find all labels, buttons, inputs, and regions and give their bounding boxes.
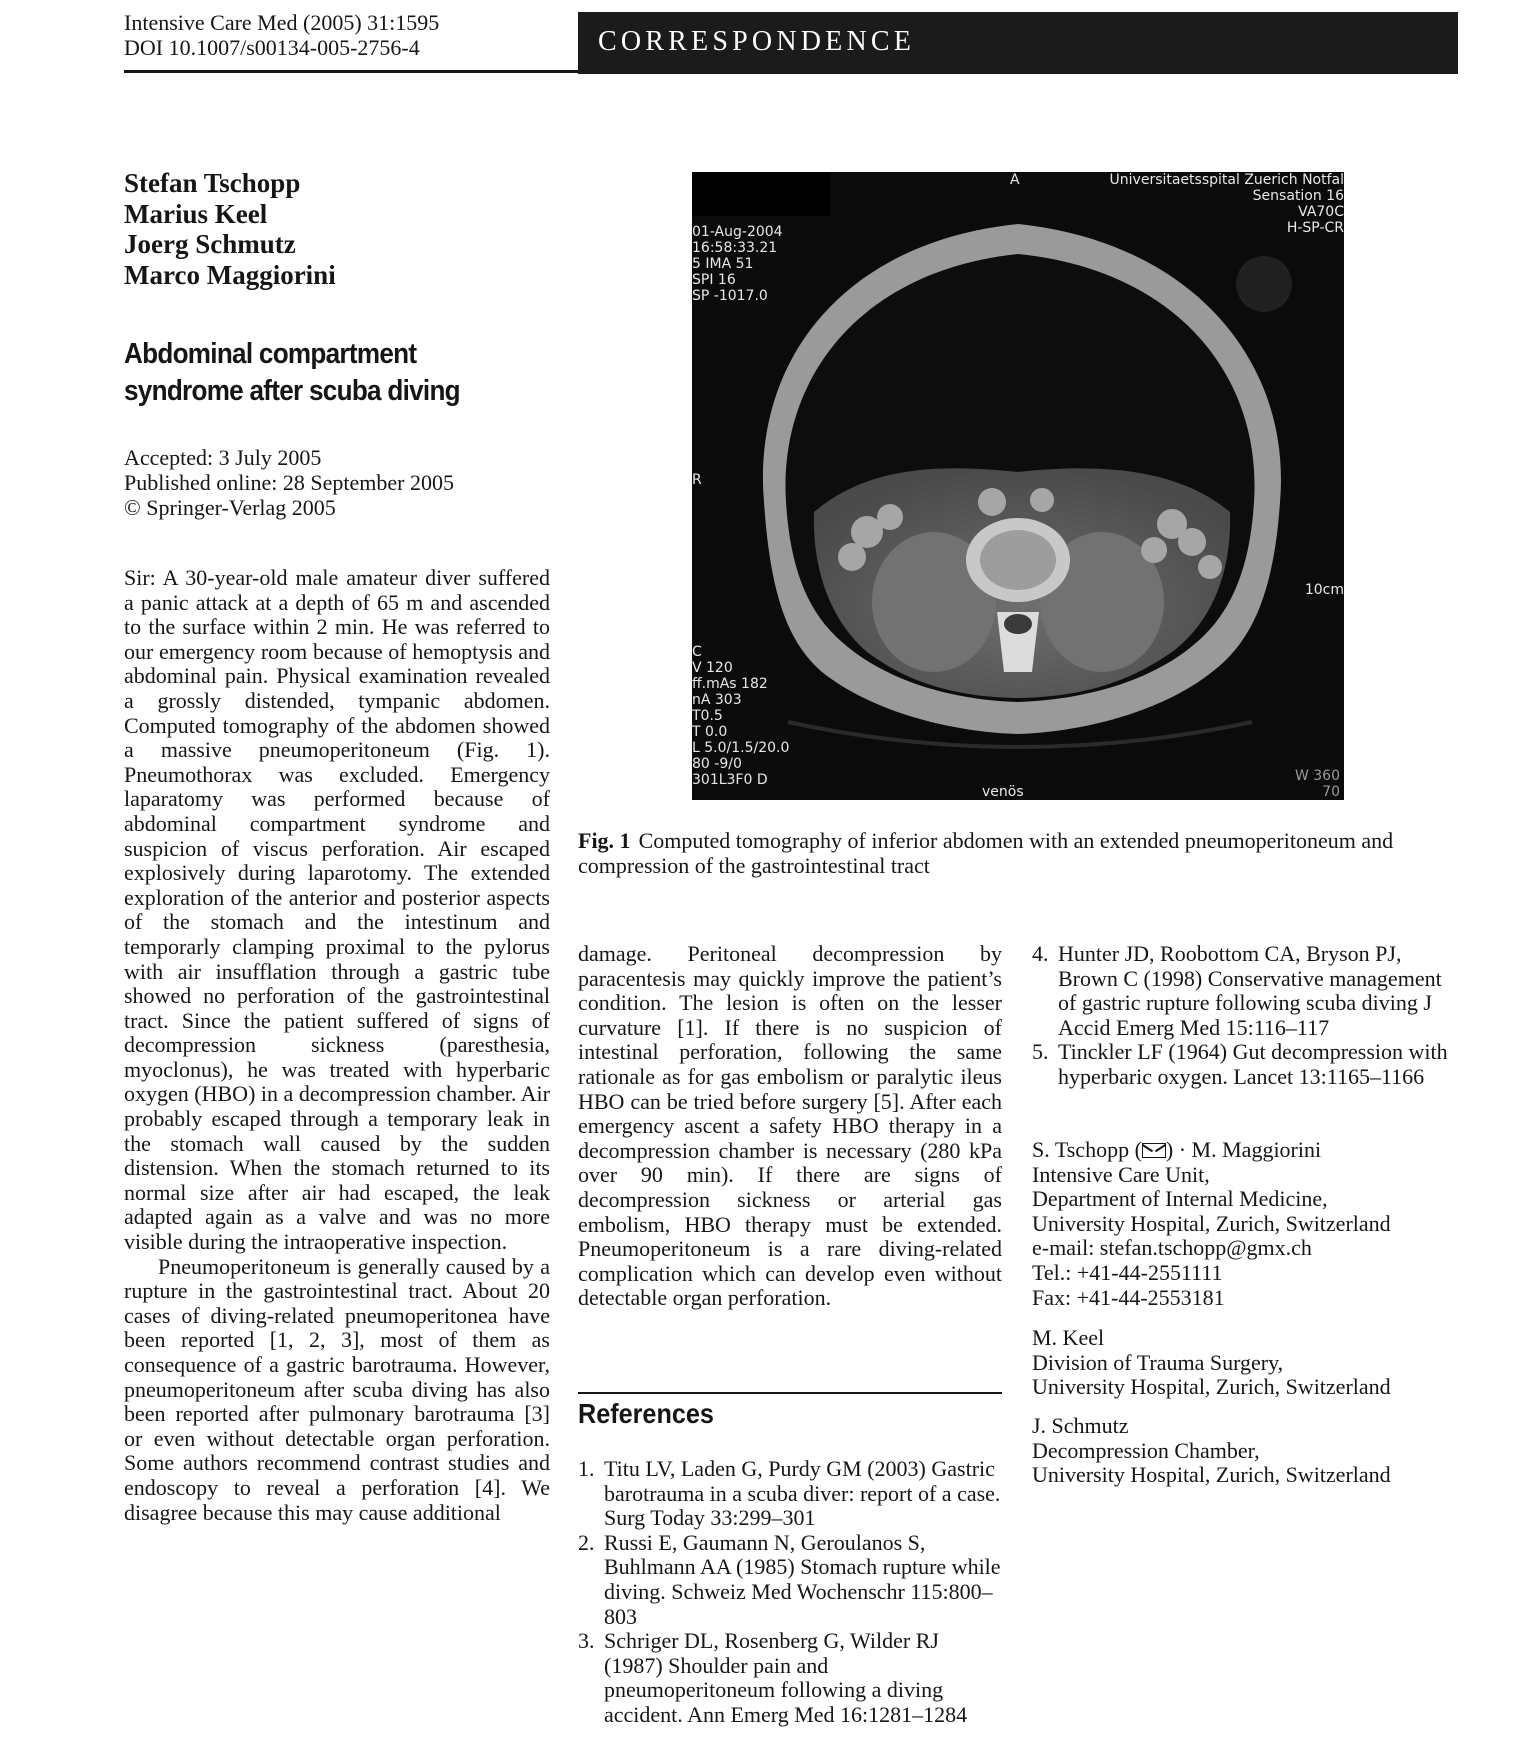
address-names: S. Tschopp ( ) · M. Maggiorini bbox=[1032, 1137, 1322, 1162]
reference-item bbox=[578, 1531, 1002, 1629]
ct-scan-image bbox=[692, 172, 1344, 800]
phone-line: Tel.: +41-44-2551111 bbox=[1032, 1259, 1223, 1285]
body-column-left bbox=[124, 566, 550, 1525]
reference-number: 1. bbox=[578, 1456, 595, 1481]
published-date: Published online: 28 September 2005 bbox=[124, 470, 454, 495]
body-paragraph: Sir: A 30-year-old male amateur diver suffered a panic attack at a depth of 65 m and ascended to the surface within 2 min. He was referred to our emergency room because of hemoptysis and abdominal pain. Physical examination revealed a grossly distended, tympanic abdomen. Computed tomography of the abdomen showed a massive pneumoperitoneum (Fig. 1). Pneumothorax was excluded. Emergency laparatomy was performed because of abdominal compartment syndrome and suspicion of viscus perforation. Air escaped explosively during laparotomy. The extended exploration of the anterior and posterior aspects of the stomach and the intestinum and temporarly clamping proximal to the pylorus with air insufflation through a gastric tube showed no perforation of the gastrointestinal tract. Since the patient suffered of signs of decompression sickness (paresthesia, myoclonus), he was treated with hyperbaric oxygen (HBO) in a decompression chamber. Air probably escaped through a temporary leak in the stomach wall caused by the sudden distension. When the stomach returned to its normal size after air had escaped, the leak adapted again as a valve and was no more visible during the intraoperative inspection. bbox=[124, 565, 550, 1255]
reference-item bbox=[578, 1629, 1002, 1727]
section-label: CORRESPONDENCE bbox=[598, 26, 916, 57]
author-name: Marco Maggiorini bbox=[124, 259, 336, 290]
address-line: Department of Internal Medicine, bbox=[1032, 1186, 1328, 1212]
copyright: © Springer-Verlag 2005 bbox=[124, 495, 336, 520]
reference-item bbox=[1032, 942, 1458, 1040]
reference-text: Schriger DL, Rosenberg G, Wilder RJ (1987) Shoulder pain and pneumoperitoneum following a diving accident. Ann Emerg Med 16:1281–1284 bbox=[604, 1628, 968, 1727]
address-schmutz bbox=[1032, 1414, 1391, 1488]
address-line: University Hospital, Zurich, Switzerland bbox=[1032, 1374, 1391, 1400]
ct-label-scale: 10cm bbox=[1304, 582, 1344, 598]
address-keel bbox=[1032, 1326, 1391, 1400]
accepted-date: Accepted: 3 July 2005 bbox=[124, 445, 322, 470]
reference-list bbox=[578, 1457, 1002, 1728]
address-line: Decompression Chamber, bbox=[1032, 1437, 1260, 1463]
address-names: M. Keel bbox=[1032, 1325, 1105, 1350]
address-corresponding bbox=[1032, 1138, 1391, 1310]
reference-text: Titu LV, Laden G, Purdy GM (2003) Gastric barotrauma in a scuba diver: report of a case. Surg Today 33:299–301 bbox=[604, 1456, 1001, 1531]
article-title bbox=[124, 336, 511, 410]
author-name: Joerg Schmutz bbox=[124, 229, 296, 259]
ct-label-window: W 360 70 bbox=[1294, 768, 1340, 800]
reference-text: Tinckler LF (1964) Gut decompression with hyperbaric oxygen. Lancet 13:1165–1166 bbox=[1058, 1039, 1448, 1089]
title-line: Abdominal compartment bbox=[124, 338, 417, 370]
ct-scan-figure bbox=[692, 172, 1344, 800]
article-meta bbox=[124, 445, 454, 520]
reference-number: 4. bbox=[1032, 941, 1049, 966]
address-names: J. Schmutz bbox=[1032, 1413, 1129, 1438]
doi-line: DOI 10.1007/s00134-005-2756-4 bbox=[124, 35, 420, 60]
reference-item bbox=[578, 1457, 1002, 1531]
body-paragraph: Pneumoperitoneum is generally caused by a rupture in the gastrointestinal tract. About 20 cases of diving-related pneumoperitonea have been reported [1, 2, 3], most of them as consequence of a gastric barotrauma. However, pneumoperitoneum after scuba diving has also been reported after pulmonary barotrauma [3] or even without detectable organ perforation. Some authors recommend contrast studies and endoscopy to reveal a perforation [4]. We disagree because this may cause additional bbox=[124, 1253, 550, 1525]
references-heading: References bbox=[578, 1398, 714, 1429]
address-line: University Hospital, Zurich, Switzerland bbox=[1032, 1462, 1391, 1488]
reference-text: Russi E, Gaumann N, Geroulanos S, Buhlmann AA (1985) Stomach rupture while diving. Schweiz Med Wochenschr 115:800–803 bbox=[604, 1529, 1001, 1629]
caption-text: Computed tomography of inferior abdomen with an extended pneumoperitoneum and compression of the gastrointestinal tract bbox=[578, 828, 1394, 878]
section-banner bbox=[578, 12, 1458, 74]
body-paragraph: damage. Peritoneal decompression by paracentesis may quickly improve the patient’s condition. The lesion is often on the lesser curvature [1]. If there is no suspicion of intestinal perforation, following the same rationale as for gas embolism or paralytic ileus HBO can be tried before surgery [5]. After each emergency ascent a safety HBO therapy in a decompression chamber is necessary (280 kPa over 90 min). If there are signs of decompression sickness or arterial gas embolism, HBO therapy must be extended. Pneumoperitoneum is a rare diving-related complication which can develop even without detectable organ perforation. bbox=[578, 941, 1002, 1311]
ct-label-right: R bbox=[692, 472, 702, 488]
ct-label-institution: Universitaetsspital Zuerich Notfal Sensation 16 VA70C H-SP-CR bbox=[1109, 172, 1344, 236]
author-name: Stefan Tschopp bbox=[124, 168, 301, 198]
reference-number: 3. bbox=[578, 1628, 595, 1654]
fax-line: Fax: +41-44-2553181 bbox=[1032, 1284, 1225, 1310]
caption-label: Fig. 1 bbox=[578, 828, 631, 853]
reference-number: 5. bbox=[1032, 1039, 1049, 1065]
address-line: Intensive Care Unit, bbox=[1032, 1161, 1210, 1187]
author-name: Marius Keel bbox=[124, 198, 268, 229]
title-line: syndrome after scuba diving bbox=[124, 375, 460, 407]
envelope-icon bbox=[1142, 1143, 1166, 1158]
email-line: e-mail: stefan.tschopp@gmx.ch bbox=[1032, 1235, 1312, 1261]
journal-reference bbox=[124, 10, 439, 60]
body-column-middle bbox=[578, 942, 1002, 1311]
reference-text: Hunter JD, Roobottom CA, Bryson PJ, Brown C (1998) Conservative management of gastric rupture following scuba diving J Accid Emerg Med 15:116–117 bbox=[1058, 941, 1442, 1040]
author-list bbox=[124, 168, 336, 290]
reference-number: 2. bbox=[578, 1529, 595, 1555]
address-line: Division of Trauma Surgery, bbox=[1032, 1349, 1284, 1375]
ct-label-phase: venös bbox=[982, 784, 1024, 800]
figure-caption bbox=[578, 828, 1458, 878]
reference-list-continued bbox=[1032, 942, 1458, 1090]
ct-label-anterior: A bbox=[1010, 172, 1020, 188]
references-rule bbox=[578, 1392, 1002, 1394]
journal-line: Intensive Care Med (2005) 31:1595 bbox=[124, 10, 440, 35]
ct-label-study-info: 01-Aug-2004 16:58:33.21 5 IMA 51 SPI 16 SP -1017.0 bbox=[692, 224, 783, 304]
ct-label-scan-params: C V 120 ff.mAs 182 nA 303 T0.5 T 0.0 L 5.0/1.5/20.0 80 -9/0 301L3F0 D bbox=[692, 644, 790, 788]
address-line: University Hospital, Zurich, Switzerland bbox=[1032, 1210, 1391, 1236]
reference-item bbox=[1032, 1040, 1458, 1089]
